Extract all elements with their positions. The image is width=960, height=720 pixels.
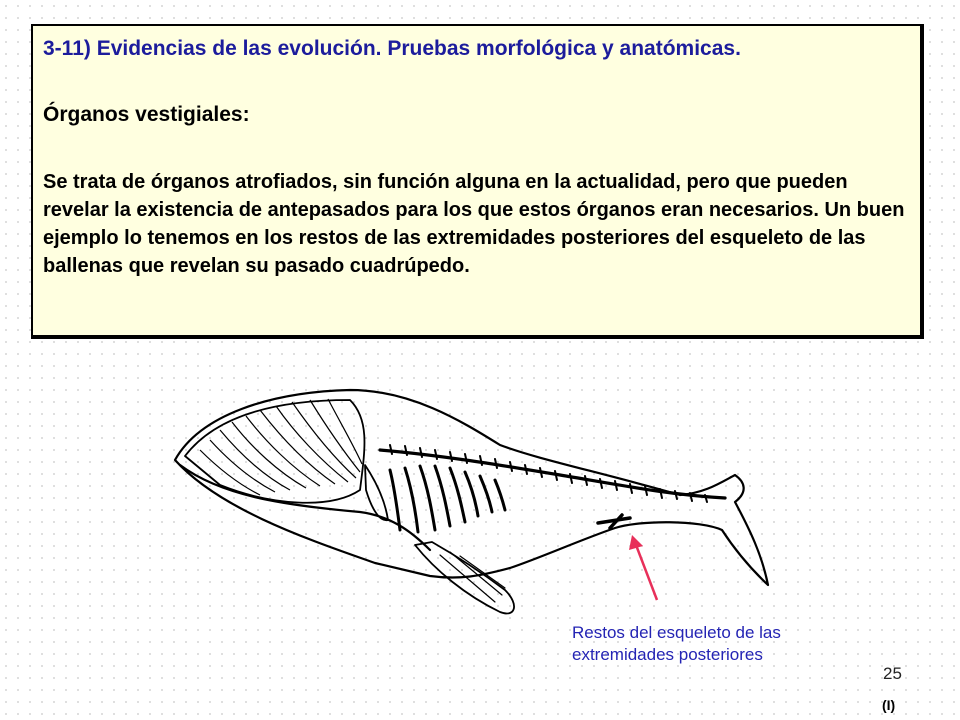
pink-arrow [629,535,657,600]
caption-line-1: Restos del esqueleto de las [572,623,781,642]
text-box [31,24,924,339]
whale-scapula [365,465,388,520]
whale-skeleton-illustration [160,380,780,630]
whale-spine [380,450,725,498]
body-paragraph: Se trata de órganos atrofiados, sin función alguna en la actualidad, pero que pueden revelar la existencia de antepasados para los que estos órganos eran necesarios. Un buen ejemplo lo tenemos en los restos de las extremidades posteriores del esqueleto de las ballenas que revelan su pasado cuadrúpedo. [43,171,905,277]
section-heading: Órganos vestigiales: [43,103,250,126]
caption-line-2: extremidades posteriores [572,645,763,664]
page-number: 25 [883,664,902,683]
slide-mark: (I) [882,697,896,713]
figure-caption [572,622,832,666]
slide-title: 3-11) Evidencias de las evolución. Pruebas morfológica y anatómicas. [43,37,741,60]
whale-skull [185,400,364,503]
whale-ribcage [390,466,505,532]
